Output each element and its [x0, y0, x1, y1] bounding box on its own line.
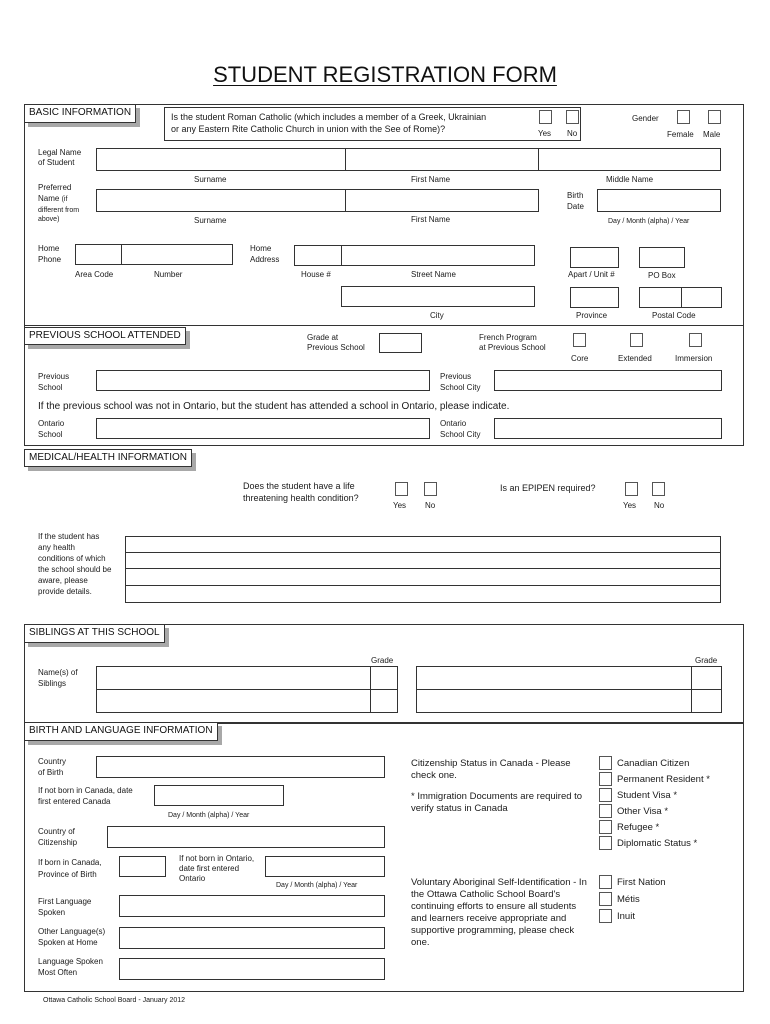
first-language-input[interactable] — [119, 895, 385, 917]
catholic-question-line1: Is the student Roman Catholic (which includes a member of a Greek, Ukrainian — [171, 112, 487, 122]
aboriginal-inuit-checkbox[interactable] — [599, 909, 612, 923]
entered-ontario-date-input[interactable] — [265, 856, 385, 877]
preferred-note-1: (if — [61, 196, 68, 203]
siblings-names-label-2: Siblings — [38, 679, 67, 688]
birth-date-input[interactable] — [597, 189, 721, 212]
siblings-header: SIBLINGS AT THIS SCHOOL — [24, 624, 165, 643]
legal-first-name-caption: First Name — [411, 175, 451, 184]
most-often-language-label-2: Most Often — [38, 968, 78, 977]
preferred-surname-caption: Surname — [194, 216, 227, 225]
preferred-first-name-input[interactable] — [345, 189, 539, 212]
province-input[interactable] — [570, 287, 619, 308]
status-student-visa-checkbox[interactable] — [599, 788, 612, 802]
ontario-school-city-label-2: School City — [440, 430, 481, 439]
legal-middle-name-caption: Middle Name — [606, 175, 654, 184]
street-name-caption: Street Name — [411, 270, 456, 279]
first-language-label-1: First Language — [38, 897, 92, 906]
phone-number-caption: Number — [154, 270, 183, 279]
status-other-visa-checkbox[interactable] — [599, 804, 612, 818]
preferred-name-label-1: Preferred — [38, 183, 72, 192]
postal-code-caption: Postal Code — [652, 311, 696, 320]
french-core-checkbox[interactable] — [573, 333, 586, 347]
citizenship-label-2: Citizenship — [38, 838, 78, 847]
grade-previous-label-1: Grade at — [307, 333, 339, 342]
health-details-line-3 — [126, 585, 720, 586]
previous-school-city-input[interactable] — [494, 370, 722, 391]
catholic-yes-label: Yes — [538, 129, 552, 138]
city-caption: City — [430, 311, 444, 320]
gender-label: Gender — [632, 114, 659, 123]
aboriginal-metis-label: Métis — [617, 894, 640, 905]
basic-information-header: BASIC INFORMATION — [24, 104, 136, 123]
grade-previous-label-2: Previous School — [307, 343, 365, 352]
previous-school-label-1: Previous — [38, 372, 70, 381]
health-details-line-1 — [126, 552, 720, 553]
birth-date-label-2: Date — [567, 202, 584, 211]
first-language-label-2: Spoken — [38, 908, 66, 917]
most-often-language-label-1: Language Spoken — [38, 957, 103, 966]
french-immersion-checkbox[interactable] — [689, 333, 702, 347]
life-threatening-no-label: No — [425, 501, 436, 510]
entered-ontario-label: If not born in Ontario, date first entered Ontario — [179, 854, 255, 883]
sibling-1-name-input[interactable] — [97, 667, 369, 688]
gender-male-label: Male — [703, 130, 721, 139]
country-birth-label-2: of Birth — [38, 768, 64, 777]
area-code-input[interactable] — [75, 244, 122, 265]
siblings-names-label-1: Name(s) of — [38, 668, 78, 677]
entered-canada-date-input[interactable] — [154, 785, 284, 806]
sibling-3-name-input[interactable] — [417, 667, 690, 688]
ontario-school-input[interactable] — [96, 418, 430, 439]
form-title-text: STUDENT REGISTRATION FORM — [213, 62, 557, 87]
home-phone-label-2: Phone — [38, 255, 62, 264]
home-address-label-2: Address — [250, 255, 280, 264]
life-threatening-yes-checkbox[interactable] — [395, 482, 408, 496]
po-box-input[interactable] — [639, 247, 685, 268]
province-of-birth-input[interactable] — [119, 856, 166, 877]
ontario-school-city-label-1: Ontario — [440, 419, 467, 428]
legal-middle-name-input[interactable] — [538, 148, 721, 171]
province-birth-label-1: If born in Canada, — [38, 858, 102, 867]
epipen-yes-label: Yes — [623, 501, 637, 510]
french-program-label-2: at Previous School — [479, 343, 546, 352]
siblings-grade-label-right: Grade — [695, 656, 718, 665]
house-number-caption: House # — [301, 270, 331, 279]
ontario-note: If the previous school was not in Ontario, but the student has attended a school in Ontario, please indicate. — [38, 401, 510, 412]
status-diplomatic-label: Diplomatic Status * — [617, 838, 698, 849]
french-extended-label: Extended — [618, 354, 652, 363]
sibling-2-name-input[interactable] — [97, 690, 369, 712]
entered-canada-label-2: first entered Canada — [38, 797, 111, 806]
form-title — [0, 62, 770, 88]
ontario-school-label-1: Ontario — [38, 419, 65, 428]
province-birth-label-2: Province of Birth — [38, 870, 97, 879]
status-student-visa-label: Student Visa * — [617, 790, 678, 801]
medical-information-header: MEDICAL/HEALTH INFORMATION — [24, 449, 192, 467]
grade-previous-input[interactable] — [379, 333, 422, 353]
life-threatening-question-2: threatening health condition? — [243, 493, 359, 503]
citizenship-status-prompt: Citizenship Status in Canada - Please check one. — [411, 758, 571, 781]
preferred-surname-input[interactable] — [96, 189, 346, 212]
epipen-question: Is an EPIPEN required? — [500, 483, 596, 493]
most-often-language-input[interactable] — [119, 958, 385, 980]
entered-canada-label-1: If not born in Canada, date — [38, 786, 133, 795]
preferred-first-name-caption: First Name — [411, 215, 451, 224]
sibling-3-grade-input[interactable] — [692, 667, 721, 688]
siblings-grade-label-left: Grade — [371, 656, 394, 665]
other-language-input[interactable] — [119, 927, 385, 949]
home-address-label-1: Home — [250, 244, 272, 253]
status-canadian-citizen-label: Canadian Citizen — [617, 758, 690, 769]
sibling-1-grade-input[interactable] — [371, 667, 397, 688]
legal-first-name-input[interactable] — [345, 148, 539, 171]
aboriginal-first-nation-label: First Nation — [617, 877, 666, 888]
previous-school-label-2: School — [38, 383, 63, 392]
french-immersion-label: Immersion — [675, 354, 713, 363]
phone-number-input[interactable] — [121, 244, 233, 265]
gender-female-label: Female — [667, 130, 694, 139]
status-diplomatic-checkbox[interactable] — [599, 836, 612, 850]
gender-female-checkbox[interactable] — [677, 110, 690, 124]
province-caption: Province — [576, 311, 608, 320]
epipen-yes-checkbox[interactable] — [625, 482, 638, 496]
status-permanent-resident-checkbox[interactable] — [599, 772, 612, 786]
home-phone-label-1: Home — [38, 244, 60, 253]
country-of-citizenship-input[interactable] — [107, 826, 385, 848]
preferred-name-label-text: Name — [38, 194, 60, 203]
legal-surname-input[interactable] — [96, 148, 346, 171]
postal-code-second-input[interactable] — [681, 287, 722, 308]
aboriginal-metis-checkbox[interactable] — [599, 892, 612, 906]
city-input[interactable] — [341, 286, 535, 307]
previous-school-input[interactable] — [96, 370, 430, 391]
preferred-name-label-2 — [38, 194, 67, 204]
catholic-no-checkbox[interactable] — [566, 110, 579, 124]
catholic-yes-checkbox[interactable] — [539, 110, 552, 124]
footer-text: Ottawa Catholic School Board - January 2012 — [43, 997, 186, 1004]
epipen-no-label: No — [654, 501, 665, 510]
french-extended-checkbox[interactable] — [630, 333, 643, 347]
gender-male-checkbox[interactable] — [708, 110, 721, 124]
health-details-input[interactable] — [125, 536, 721, 603]
catholic-no-label: No — [567, 129, 578, 138]
status-refugee-checkbox[interactable] — [599, 820, 612, 834]
legal-surname-caption: Surname — [194, 175, 227, 184]
legal-name-label-1: Legal Name — [38, 148, 82, 157]
postal-code-first-input[interactable] — [639, 287, 682, 308]
ontario-school-label-2: School — [38, 430, 63, 439]
sibling-4-name-input[interactable] — [417, 690, 690, 712]
sibling-4-grade-input[interactable] — [692, 690, 721, 712]
aboriginal-inuit-label: Inuit — [617, 911, 635, 922]
status-other-visa-label: Other Visa * — [617, 806, 669, 817]
birth-language-header: BIRTH AND LANGUAGE INFORMATION — [24, 722, 218, 741]
status-canadian-citizen-checkbox[interactable] — [599, 756, 612, 770]
french-program-label-1: French Program — [479, 333, 537, 342]
other-language-label-1: Other Language(s) — [38, 927, 106, 936]
ontario-school-city-input[interactable] — [494, 418, 722, 439]
aboriginal-self-identification-text: Voluntary Aboriginal Self-Identification - In the Ottawa Catholic School Board's continuing efforts to ensure all students and learners receive appropriate and supportive programming, please check one. — [411, 877, 587, 948]
entered-ontario-date-format: Day / Month (alpha) / Year — [276, 882, 358, 889]
country-birth-label-1: Country — [38, 757, 67, 766]
birth-date-label-1: Birth — [567, 191, 584, 200]
preferred-note-2: different from — [38, 207, 80, 214]
legal-name-label-2: of Student — [38, 158, 75, 167]
po-box-caption: PO Box — [648, 271, 676, 280]
life-threatening-question-1: Does the student have a life — [243, 481, 355, 491]
country-of-birth-input[interactable] — [96, 756, 385, 778]
previous-school-header: PREVIOUS SCHOOL ATTENDED — [24, 327, 186, 345]
life-threatening-yes-label: Yes — [393, 501, 407, 510]
apart-unit-input[interactable] — [570, 247, 619, 268]
citizenship-label-1: Country of — [38, 827, 75, 836]
other-language-label-2: Spoken at Home — [38, 938, 98, 947]
french-core-label: Core — [571, 354, 589, 363]
house-number-input[interactable] — [294, 245, 342, 266]
status-permanent-resident-label: Permanent Resident * — [617, 774, 710, 785]
birth-date-format: Day / Month (alpha) / Year — [608, 218, 690, 225]
entered-canada-date-format: Day / Month (alpha) / Year — [168, 812, 250, 819]
epipen-no-checkbox[interactable] — [652, 482, 665, 496]
health-details-line-2 — [126, 568, 720, 569]
status-refugee-label: Refugee * — [617, 822, 660, 833]
sibling-2-grade-input[interactable] — [371, 690, 397, 712]
street-name-input[interactable] — [341, 245, 535, 266]
previous-school-city-label-2: School City — [440, 383, 481, 392]
immigration-documents-note: * Immigration Documents are required to verify status in Canada — [411, 791, 583, 814]
apart-unit-caption: Apart / Unit # — [568, 270, 615, 279]
health-details-label: If the student has any health conditions of which the school should be aware, please provide details. — [38, 532, 112, 596]
aboriginal-first-nation-checkbox[interactable] — [599, 875, 612, 889]
preferred-note-3: above) — [38, 216, 60, 223]
previous-school-city-label-1: Previous — [440, 372, 472, 381]
catholic-question-line2: or any Eastern Rite Catholic Church in union with the See of Rome)? — [171, 124, 446, 134]
area-code-caption: Area Code — [75, 270, 114, 279]
life-threatening-no-checkbox[interactable] — [424, 482, 437, 496]
